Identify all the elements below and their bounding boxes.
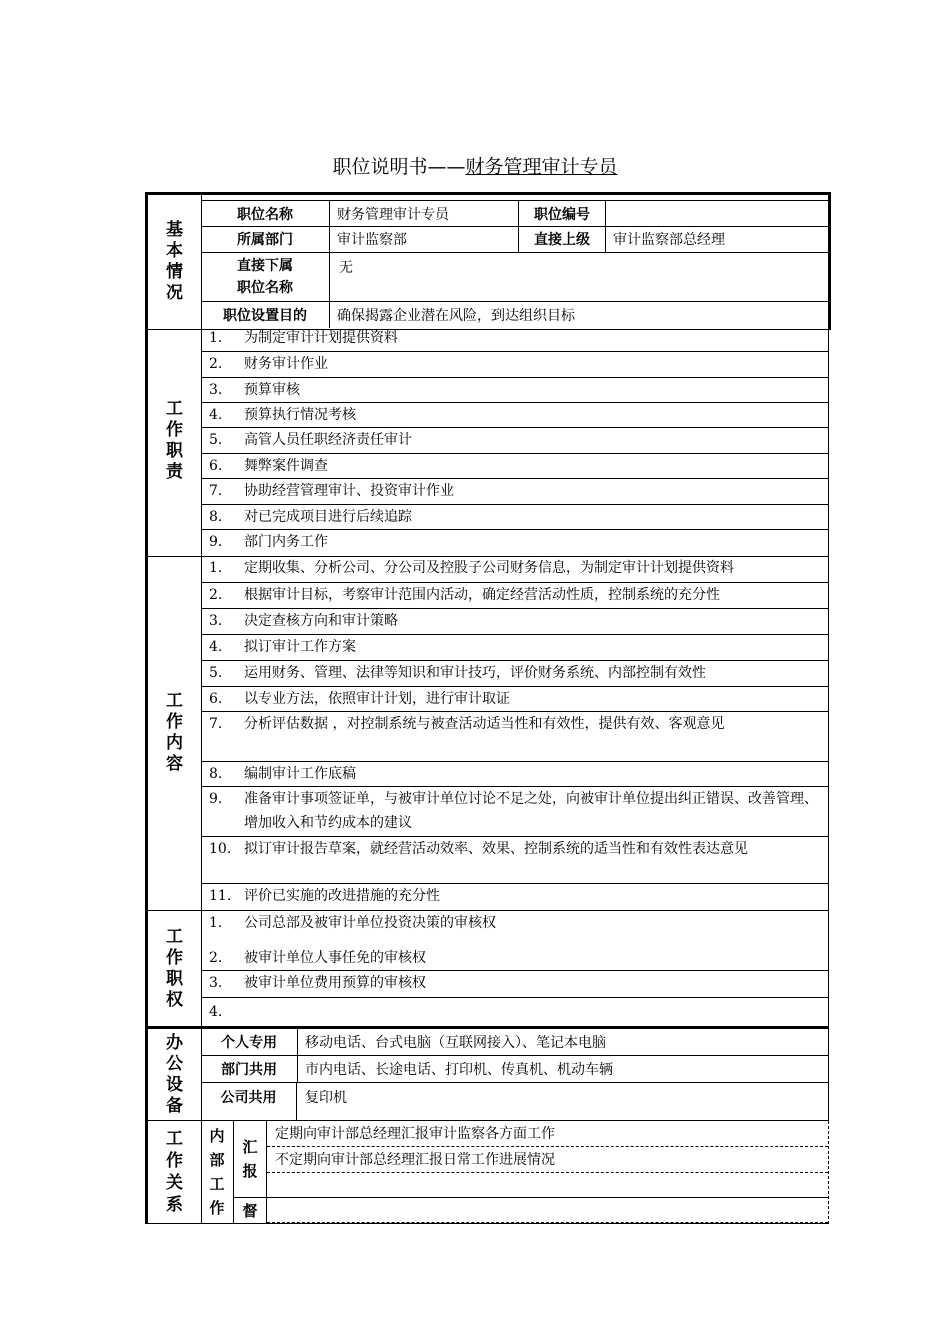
position-code-value [605, 201, 828, 226]
duty-item: 1. 为制定审计计划提供资料 [201, 326, 828, 352]
authority-label: 工 作 职 权 [148, 911, 202, 1026]
relation-line [267, 1198, 828, 1223]
equipment-label: 办 公 设 备 [148, 1029, 202, 1120]
relation-line: 定期向审计部总经理汇报审计监察各方面工作 [267, 1121, 828, 1147]
equipment-value: 市内电话、长途电话、打印机、传真机、机动车辆 [305, 1062, 613, 1078]
content-item: 4. 拟订审计工作方案 [201, 635, 828, 661]
subordinate-label: 直接下属 职位名称 [201, 253, 330, 301]
basic-row-name [201, 200, 828, 227]
relations-label: 工 作 关 系 [148, 1121, 202, 1223]
content-item: 1. 定期收集、分析公司、分公司及控股子公司财务信息，为制定审计计划提供资料 [201, 556, 828, 583]
equipment-row [201, 1056, 828, 1083]
content-section [145, 556, 829, 911]
basic-row-subordinate [201, 253, 828, 302]
equipment-row [201, 1083, 828, 1120]
relation-line: 不定期向审计部总经理汇报日常工作进展情况 [267, 1147, 828, 1173]
basic-row-purpose [201, 302, 828, 328]
title-main: 财务管理审计专员 [465, 156, 618, 178]
position-name-label: 职位名称 [201, 201, 330, 226]
duties-label: 工 作 职 责 [148, 326, 202, 556]
duty-item: 2. 财务审计作业 [201, 352, 828, 378]
relation-line [267, 1173, 828, 1198]
internal-label: 内 部 工 作 [201, 1121, 234, 1223]
equipment-value: 复印机 [305, 1090, 347, 1106]
duty-item: 9. 部门内务工作 [209, 534, 328, 550]
content-item: 8. 编制审计工作底稿 [201, 762, 828, 787]
content-item: 10. 拟订审计报告草案，就经营活动效率、效果、控制系统的适当性和有效性表达意见 [201, 837, 828, 884]
authority-item: 2. 被审计单位人事任免的审核权 [201, 944, 828, 971]
duty-item: 6. 舞弊案件调查 [201, 454, 828, 479]
authority-item: 1. 公司总部及被审计单位投资决策的审核权 [209, 915, 496, 931]
authority-section [145, 911, 829, 1029]
duty-item: 5. 高管人员任职经济责任审计 [201, 428, 828, 454]
content-item: 2. 根据审计目标，考察审计范围内活动，确定经营活动性质，控制系统的充分性 [201, 583, 828, 609]
duty-item: 4. 预算执行情况考核 [201, 403, 828, 428]
authority-item: 3. 被审计单位费用预算的审核权 [201, 971, 828, 998]
title-prefix: 职位说明书—— [332, 156, 466, 178]
position-code-label: 职位编号 [519, 201, 606, 226]
department-label: 所属部门 [201, 226, 330, 252]
content-item: 3. 决定查核方向和审计策略 [201, 609, 828, 635]
equipment-value: 移动电话、台式电脑（互联网接入）、笔记本电脑 [305, 1035, 606, 1051]
duty-item: 8. 对已完成项目进行后续追踪 [201, 505, 828, 530]
department-value: 审计监察部 [329, 226, 519, 252]
subordinate-value: 无 [339, 260, 353, 276]
authority-item: 4. [209, 1004, 223, 1020]
equipment-section [145, 1029, 829, 1121]
basic-row-dept [201, 226, 828, 253]
duty-item: 7. 协助经营管理审计、投资审计作业 [201, 479, 828, 505]
duty-item: 3. 预算审核 [201, 378, 828, 403]
basic-info-label: 基 本 情 况 [148, 195, 202, 329]
equipment-key: 公司共用 [201, 1083, 297, 1120]
purpose-label: 职位设置目的 [201, 302, 330, 328]
content-item: 5. 运用财务、管理、法律等知识和审计技巧，评价财务系统、内部控制有效性 [201, 661, 828, 687]
page-title [0, 152, 950, 179]
supervisor-value: 审计监察部总经理 [613, 232, 725, 248]
duties-section [145, 326, 829, 557]
content-item: 9. 准备审计事项签证单，与被审计单位讨论不足之处，向被审计单位提出纠正错误、改善管理、增加收入和节约成本的建议 [201, 787, 828, 837]
equipment-key: 个人专用 [201, 1029, 298, 1055]
report-label: 汇 报 [234, 1121, 267, 1198]
supervisor-label: 直接上级 [519, 226, 606, 252]
equipment-row [201, 1029, 828, 1056]
content-item: 6. 以专业方法，依照审计计划，进行审计取证 [201, 687, 828, 712]
supervise-label: 督 [234, 1198, 267, 1223]
relations-section [145, 1121, 829, 1224]
content-label: 工 作 内 容 [148, 556, 202, 910]
content-item: 7. 分析评估数据 ，对控制系统与被查活动适当性和有效性，提供有效、客观意见 [201, 712, 828, 762]
purpose-value: 确保揭露企业潜在风险，到达组织目标 [337, 308, 575, 324]
equipment-key: 部门共用 [201, 1056, 298, 1082]
basic-info-section [145, 192, 831, 330]
position-name-value: 财务管理审计专员 [329, 201, 519, 226]
content-item: 11. 评价已实施的改进措施的充分性 [209, 888, 440, 904]
